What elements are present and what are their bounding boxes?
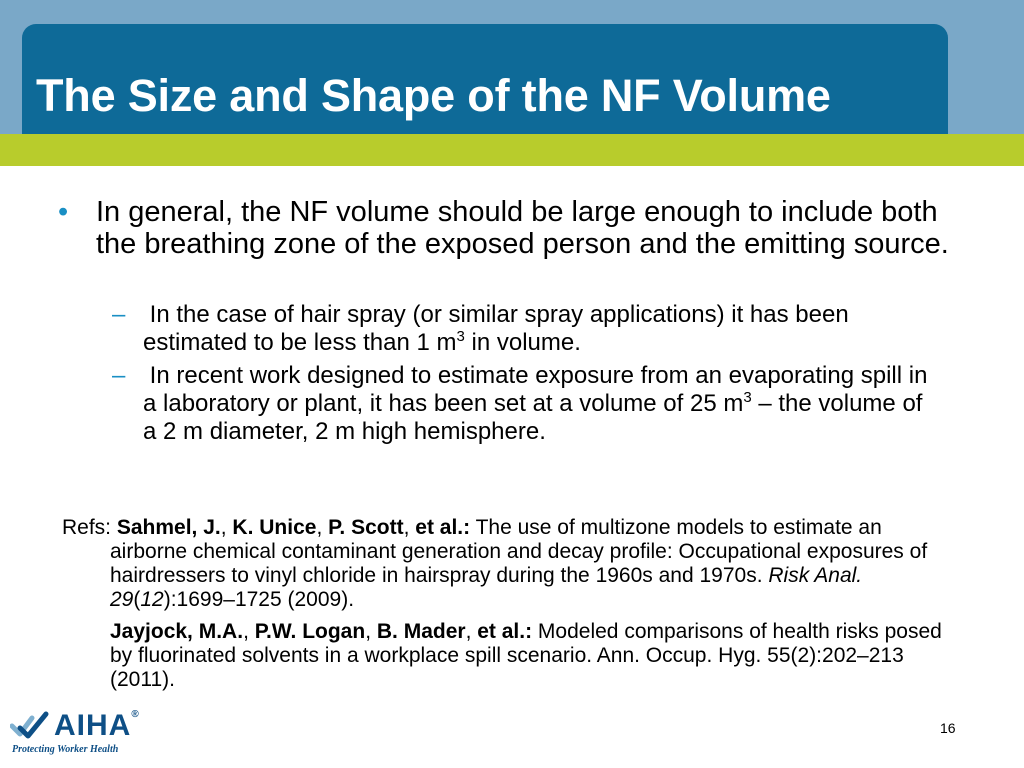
sub-bullet-1-text: In the case of hair spray (or similar spray applications) it has been estimated to be less than 1 m — [143, 301, 849, 356]
ref1-pages: ):1699–1725 (2009). — [163, 588, 355, 611]
ref1-issue: 12 — [140, 588, 164, 611]
ref1-text: The use of multizone models to estimate an airborne chemical contaminant generation and decay profile: Occupational exposures of hairdressers to vinyl chloride in hairspray during the 1960s and 1970s. — [110, 516, 928, 587]
superscript: 3 — [743, 389, 752, 406]
reference-2 — [62, 620, 962, 692]
check-mark-icon — [10, 710, 50, 742]
accent-bar — [0, 134, 1024, 166]
separator: , — [465, 620, 478, 643]
ref1-author-1: Sahmel, J. — [116, 516, 221, 539]
logo-wordmark: AIHA® — [54, 709, 140, 742]
ref1-author-3: P. Scott — [328, 516, 404, 539]
ref2-text: Modeled comparisons of health risks posed by fluorinated solvents in a workplace spill scenario. Ann. Occup. Hyg. 55(2):202–213 (2011). — [110, 620, 942, 691]
separator: , — [243, 620, 255, 643]
ref2-author-2: P.W. Logan — [254, 620, 366, 643]
sub-bullet-2-text: In recent work designed to estimate exposure from an evaporating spill in a laboratory or plant, it has been set at a volume of 25 m — [143, 362, 928, 417]
separator: , — [316, 516, 329, 539]
sub-bullet-2-tail: – the volume of a 2 m diameter, 2 m high hemisphere. — [143, 390, 923, 445]
page-number: 16 — [940, 720, 956, 736]
separator: , — [403, 516, 416, 539]
superscript: 3 — [456, 328, 465, 345]
ref2-author-1: Jayjock, M.A. — [110, 620, 244, 643]
aiha-logo — [10, 708, 140, 758]
references — [62, 516, 962, 692]
ref1-etal: et al.: — [415, 516, 471, 539]
sub-bullet-1 — [143, 301, 933, 357]
ref2-etal: et al.: — [477, 620, 533, 643]
bullet-marker: • — [58, 196, 69, 228]
ref2-author-3: B. Mader — [376, 620, 466, 643]
separator: , — [220, 516, 233, 539]
sub-bullet-1-tail: in volume. — [464, 329, 581, 356]
ref1-paren: ( — [133, 588, 141, 611]
slide-title: The Size and Shape of the NF Volume — [36, 70, 831, 121]
reference-1 — [62, 516, 962, 612]
sub-bullet-2 — [143, 362, 933, 446]
refs-label: Refs: — [62, 516, 117, 539]
main-bullet-text: In general, the NF volume should be large enough to include both the breathing zone of the exposed person and the emitting source. — [96, 196, 949, 260]
sub-bullet-marker: – — [112, 362, 126, 389]
ref1-journal: Risk Anal. 29 — [110, 564, 863, 611]
logo-tagline: Protecting Worker Health — [12, 744, 119, 755]
sub-bullet-marker: – — [112, 301, 126, 328]
separator: , — [365, 620, 377, 643]
ref1-author-2: K. Unice — [232, 516, 317, 539]
